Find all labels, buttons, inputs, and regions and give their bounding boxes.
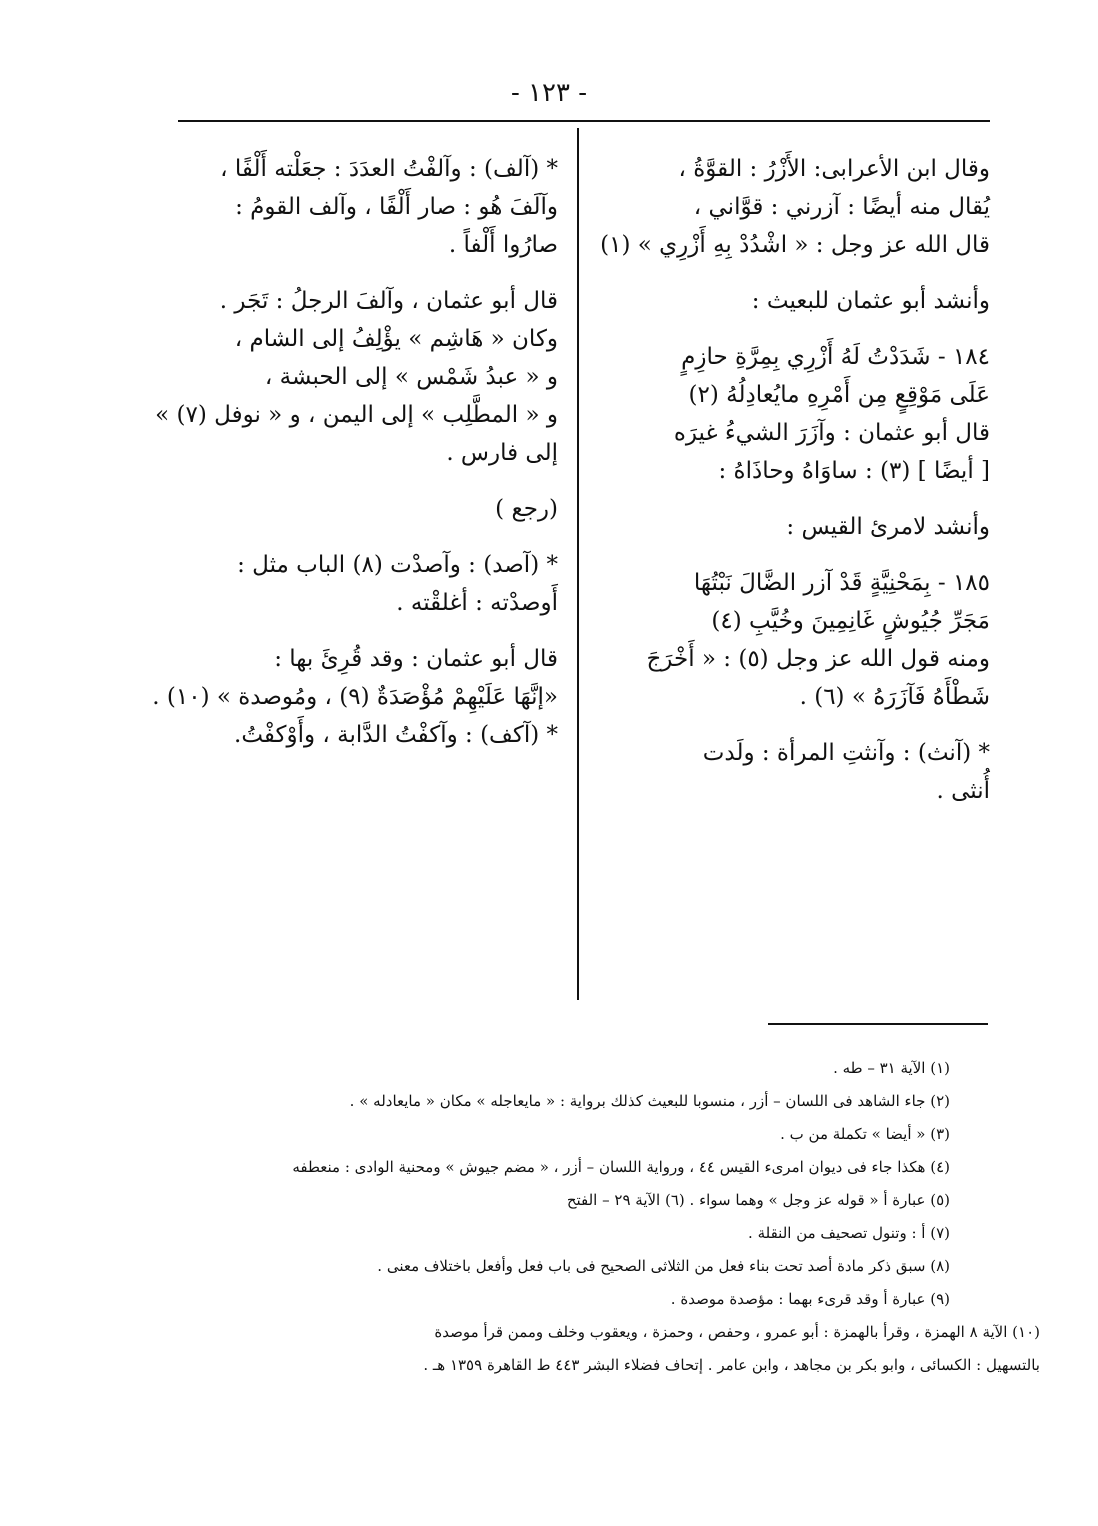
text-line: أُنثى . bbox=[936, 778, 990, 804]
entry-heading: * (آنث) : وآنثتِ المرأة : ولَدت bbox=[702, 740, 990, 766]
text-line: وآلَفَ هُو : صار أَلْفًا ، وآلف القومُ : bbox=[235, 194, 558, 220]
text-line: قال أبو عثمان ، وآلفَ الرجلُ : تَجَر . bbox=[219, 288, 558, 314]
text-line: وكان « هَاشِم » يؤْلِفُ إلى الشام ، bbox=[234, 326, 558, 352]
text-line: وقال ابن الأعرابى: الأَزْرُ : القوَّةُ ، bbox=[678, 156, 990, 182]
text-line: و « عبدُ شَمْس » إلى الحبشة ، bbox=[264, 364, 558, 390]
text-line: أَوصدْته : أغلقْته . bbox=[396, 590, 558, 616]
text-line: وأنشد أبو عثمان للبعيث : bbox=[751, 288, 990, 314]
text-line: [ أيضًا ] (٣) : ساوَاهُ وحاذَاهُ : bbox=[718, 458, 990, 484]
footnote: (٥) عبارة أ « قوله عز وجل » وهما سواء . (٦) الآية ٢٩ – الفتح bbox=[566, 1191, 950, 1209]
text-line: «إنَّهَا عَلَيْهِمْ مُؤْصَدَةٌ (٩) ، ومُوصدة » (١٠) . bbox=[152, 684, 558, 710]
verse-line: مَجَرِّ جُيُوشٍ غَانِمِينَ وخُيَّبِ (٤) bbox=[711, 608, 990, 634]
footnote: (٣) « أيضا » تكملة من ب . bbox=[780, 1125, 950, 1143]
text-line: قال أبو عثمان : وآزَرَ الشيءُ غيرَه bbox=[673, 420, 990, 446]
text-line: و « المطَّلِب » إلى اليمن ، و « نوفل (٧) » bbox=[155, 402, 558, 428]
section-marker: (رجع ) bbox=[495, 496, 558, 522]
text-line: صارُوا أَلْفاً . bbox=[448, 232, 558, 258]
text-line: ومنه قول الله عز وجل (٥) : « أَخْرَجَ bbox=[646, 646, 990, 672]
entry-heading: * (آكف) : وآكفْتُ الدَّابة ، وأَوْكفْتُ. bbox=[234, 722, 558, 748]
text-line: يُقال منه أيضًا : آزرني : قوَّاني ، bbox=[693, 194, 990, 220]
footnote-continuation: بالتسهيل : الكسائى ، وابو بكر بن مجاهد ، وابن عامر . إتحاف فضلاء البشر ٤٤٣ ط القاهرة ١٣٥٩ هـ . bbox=[423, 1356, 1040, 1374]
footnote: (٧) أ : وتنول تصحيف من النقلة . bbox=[748, 1224, 950, 1242]
left-column bbox=[152, 150, 558, 754]
column-divider bbox=[577, 128, 579, 1000]
footnote: (٩) عبارة أ وقد قرىء بهما : مؤصدة موصدة . bbox=[670, 1290, 950, 1308]
footnote: (١) الآية ٣١ – طه . bbox=[833, 1059, 950, 1077]
footnote: (٢) جاء الشاهد فى اللسان – أزر ، منسوبا للبعيث كذلك برواية : « مايعاجله » مكان « مايعادله » . bbox=[349, 1092, 950, 1110]
header-rule bbox=[178, 120, 990, 122]
verse-line: عَلَى مَوْقِعٍ مِن أَمْرِهِ مايُعادِلُهُ (٢) bbox=[688, 382, 990, 408]
entry-heading: * (آلف) : وآلفْتُ العدَدَ : جعَلْته أَلْفًا ، bbox=[220, 156, 558, 182]
text-line: شَطْأَهُ فَآزَرَهُ » (٦) . bbox=[799, 684, 990, 710]
text-line: إلى فارس . bbox=[446, 440, 558, 466]
right-column bbox=[600, 150, 990, 810]
footnote-rule bbox=[768, 1023, 988, 1025]
footnote: (٨) سبق ذكر مادة أصد تحت بناء فعل من الثلاثى الصحيح فى باب فعل وأفعل باختلاف معنى . bbox=[377, 1257, 950, 1275]
verse-line: ١٨٥ - بِمَحْنِيَّةٍ قَدْ آزر الضَّالَ نَبْتُهَا bbox=[693, 570, 990, 596]
footnote: (٤) هكذا جاء فى ديوان امرىء القيس ٤٤ ، ورواية اللسان – أزر ، « مضم جيوش » ومحنية الوادى : منعطفه bbox=[292, 1158, 950, 1176]
text-line: وأنشد لامرئ القيس : bbox=[786, 514, 990, 540]
entry-heading: * (آصد) : وآصدْت (٨) الباب مثل : bbox=[237, 552, 558, 578]
text-line: قال الله عز وجل : « اشْدُدْ بِهِ أَزْرِي » (١) bbox=[600, 232, 990, 258]
footnotes bbox=[130, 1052, 1040, 1382]
page-number: - ١٢٣ - bbox=[510, 78, 588, 108]
footnote: (١٠) الآية ٨ الهمزة ، وقرأ بالهمزة : أبو عمرو ، وحفص ، وحمزة ، ويعقوب وخلف وممن قرأ موصدة bbox=[434, 1323, 1040, 1341]
verse-line: ١٨٤ - شَدَدْتُ لَهُ أَزْرِي بِمِرَّةِ حازِمٍ bbox=[681, 344, 990, 370]
text-line: قال أبو عثمان : وقد قُرِئَ بها : bbox=[274, 646, 558, 672]
